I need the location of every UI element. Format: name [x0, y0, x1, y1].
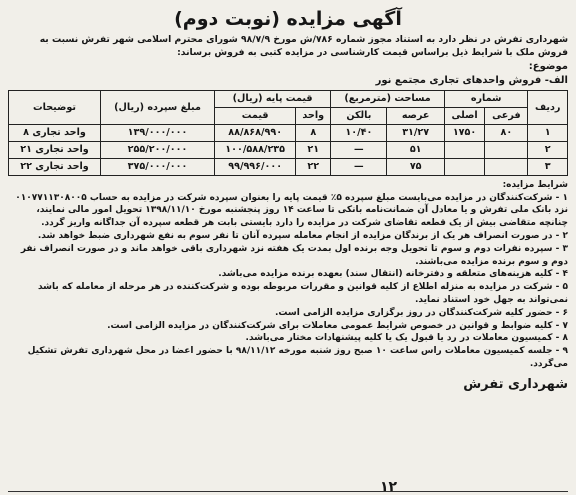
cell-row: ۲ — [528, 141, 568, 158]
col-number-sub: فرعی — [485, 107, 528, 124]
cell-balcony: ۱۰/۴۰ — [331, 124, 387, 141]
subject-text: الف- فروش واحدهای تجاری مجتمع نور — [375, 74, 568, 86]
condition-item: ۵ - شرکت در مزایده به منزله اطلاع از کلیه قوانین و مقررات مربوطه بوده و شرکت‌کننده در هر مرحله از معامله که باشد نمی‌تواند به جهل خود استناد نماید. — [37, 282, 568, 305]
bottom-number: ۱۲ — [380, 479, 398, 495]
condition-item: ۴ - کلیه هزینه‌های متعلقه و دفترخانه (انتقال سند) بعهده برنده مزایده می‌باشد. — [218, 269, 568, 280]
cell-price: ۹۹/۹۹۶/۰۰۰ — [215, 158, 296, 175]
cell-sub: ۸۰ — [485, 124, 528, 141]
bottom-divider — [8, 491, 568, 492]
notice-intro: شهرداری تفرش در نظر دارد به استناد مجوز شماره ۷۸۶/ش مورخ ۹۸/۷/۹ شورای محترم اسلامی شهر تفرش نسبت به فروش ملک با شرایط ذیل براساس قیمت کارشناسی در مزایده کتبی به فروش برساند: — [39, 34, 568, 59]
condition-item: ۷ - کلیه ضوابط و قوانین در خصوص شرایط عمومی معاملات برای شرکت‌کنندگان در مزایده الزامی است. — [107, 320, 568, 331]
cell-row: ۳ — [528, 158, 568, 175]
cell-sub — [485, 141, 528, 158]
cell-price: ۱۰۰/۵۸۸/۲۳۵ — [215, 141, 296, 158]
signature: شهرداری تفرش — [463, 376, 568, 392]
condition-item: ۳ - سپرده نفرات دوم و سوم تا تحویل وجه برنده اول بمدت یک هفته نزد شهرداری باقی خواهد ماند و در صورت انصراف نفر دوم و سوم برنده مزایده می‌باشند. — [20, 243, 568, 267]
col-base-price: قیمت پایه (ریال) — [215, 90, 331, 107]
cell-balcony: — — [331, 158, 387, 175]
cell-deposit: ۳۷۵/۰۰۰/۰۰۰ — [100, 158, 214, 175]
conditions-title: شرایط مزایده: — [502, 179, 568, 190]
cell-arse: ۳۱/۲۷ — [387, 124, 444, 141]
col-area-arse: عرصه — [387, 107, 444, 124]
col-price: قیمت — [215, 107, 296, 124]
cell-main — [444, 158, 484, 175]
col-number: شماره — [444, 90, 528, 107]
col-unit: واحد — [296, 107, 331, 124]
cell-desc: واحد تجاری ۲۱ — [9, 141, 101, 158]
condition-item: ۱ - شرکت‌کنندگان در مزایده می‌بایست مبلغ سپرده ۵٪ قیمت پایه را بعنوان سپرده شرکت در مزایده به حساب ۰۱۰۷۷۱۱۳۰۸۰۰۵ نزد بانک ملی تفرش و یا معادل آن ضمانت‌نامه بانکی تا ساعت ۱۴ روز پنجشنبه مورخ ۱۳۹۸/۱۱/۱۰ تحویل امور مالی نمایند، چنانچه متقاضی بیش از یک قطعه تقاضای شرکت در مزایده را دارد بایستی بابت هر قطعه سپرده آن جداگانه واریز گردد. — [15, 192, 568, 229]
cell-unit: ۲۲ — [296, 158, 331, 175]
cell-unit: ۲۱ — [296, 141, 331, 158]
table-row — [9, 141, 568, 158]
col-desc: توضیحات — [9, 90, 101, 124]
notice-title: آگهی مزایده (نوبت دوم) — [174, 8, 402, 30]
col-deposit: مبلغ سپرده (ریال) — [100, 90, 214, 124]
table-row — [9, 124, 568, 141]
cell-main — [444, 141, 484, 158]
col-row: ردیف — [528, 90, 568, 124]
items-table — [8, 90, 568, 176]
cell-main: ۱۷۵۰ — [444, 124, 484, 141]
cell-price: ۸۸/۸۶۸/۹۹۰ — [215, 124, 296, 141]
cell-desc: واحد تجاری ۸ — [9, 124, 101, 141]
table-row — [9, 158, 568, 175]
cell-desc: واحد تجاری ۲۲ — [9, 158, 101, 175]
cell-deposit: ۲۵۵/۲۰۰/۰۰۰ — [100, 141, 214, 158]
cell-unit: ۸ — [296, 124, 331, 141]
condition-item: ۲ - در صورت انصراف هر یک از برندگان مزایده از انجام معامله سپرده آنان تا نفر سوم به نفع شهرداری ضبط خواهد شد. — [37, 231, 568, 241]
col-area-balcony: بالکن — [331, 107, 387, 124]
subject-label: موضوع: — [528, 60, 568, 72]
cell-sub — [485, 158, 528, 175]
condition-item: ۶ - حضور کلیه شرکت‌کنندگان در روز برگزاری مزایده الزامی است. — [274, 307, 568, 318]
condition-item: ۹ - جلسه کمیسیون معاملات راس ساعت ۱۰ صبح روز شنبه مورخه ۹۸/۱۱/۱۲ با حضور اعضا در محل شهرداری تفرش تشکیل می‌گردد. — [27, 346, 568, 369]
conditions — [8, 179, 568, 371]
cell-deposit: ۱۳۹/۰۰۰/۰۰۰ — [100, 124, 214, 141]
col-number-main: اصلی — [444, 107, 484, 124]
cell-balcony: — — [331, 141, 387, 158]
col-area: مساحت (مترمربع) — [331, 90, 445, 107]
cell-row: ۱ — [528, 124, 568, 141]
cell-arse: ۷۵ — [387, 158, 444, 175]
cell-arse: ۵۱ — [387, 141, 444, 158]
condition-item: ۸ - کمیسیون معاملات در رد یا قبول یک یا کلیه پیشنهادات مختار می‌باشد. — [245, 333, 568, 344]
